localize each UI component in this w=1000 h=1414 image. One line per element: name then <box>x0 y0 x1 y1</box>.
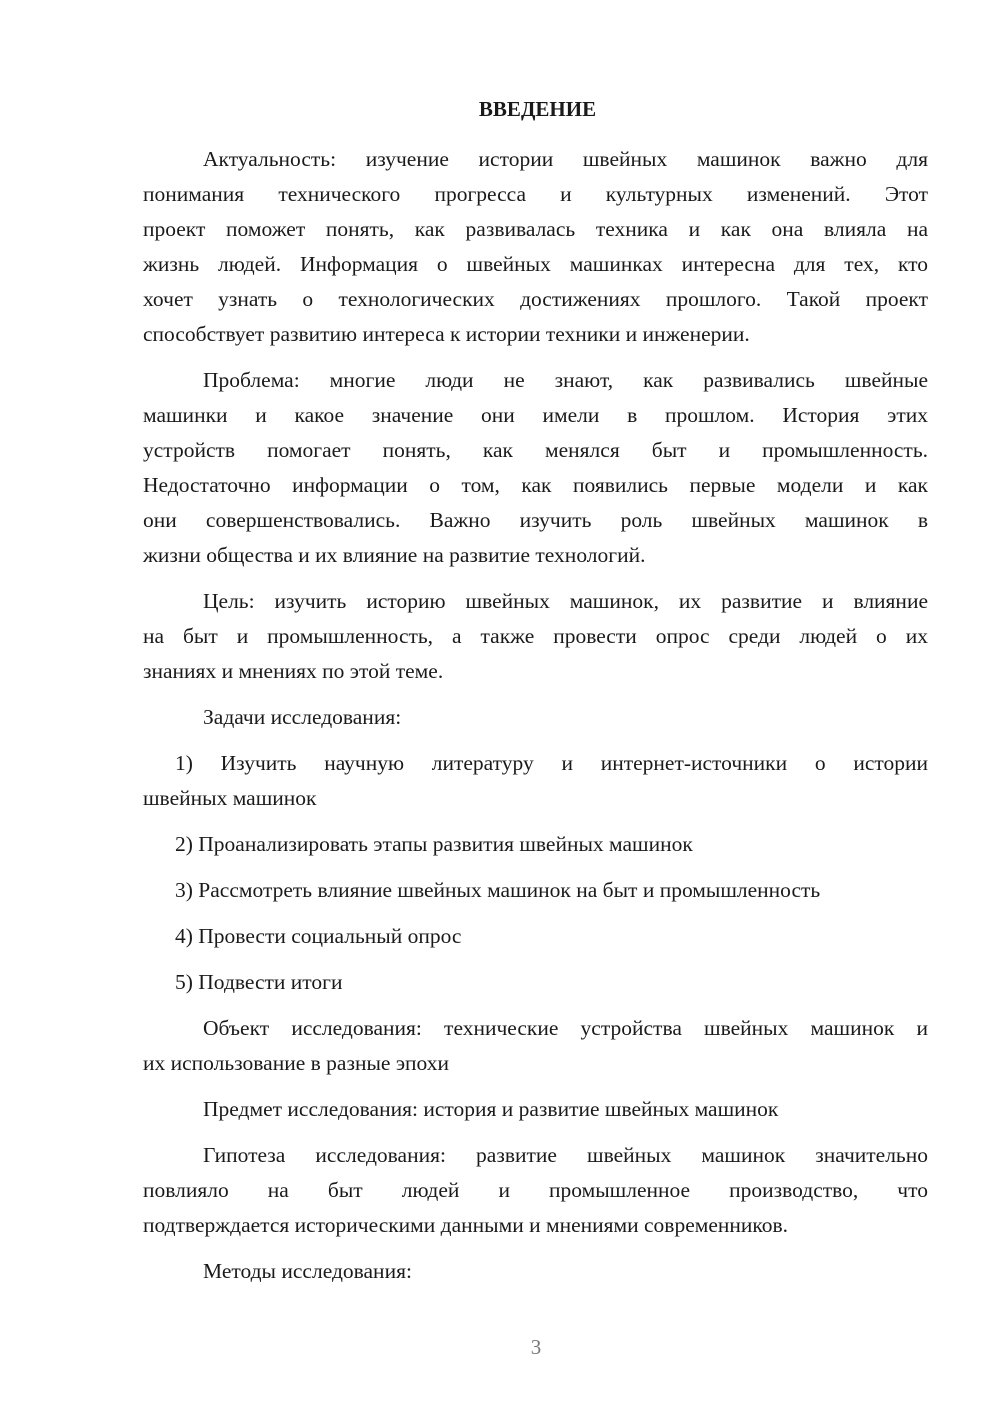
text-line: Недостаточно информации о том, как появились первые модели и как <box>143 473 928 497</box>
paragraph <box>143 1138 928 1243</box>
paragraph <box>143 1092 928 1127</box>
text-line: повлияло на быт людей и промышленное производство, что <box>143 1178 928 1202</box>
text-line: они совершенствовались. Важно изучить роль швейных машинок в <box>143 508 928 532</box>
paragraphs <box>143 142 928 1289</box>
paragraph <box>143 142 928 352</box>
text-line: Методы исследования: <box>203 1259 412 1283</box>
text-line: жизнь людей. Информация о швейных машинках интересна для тех, кто <box>143 252 928 276</box>
section-title: ВВЕДЕНИЕ <box>478 97 597 121</box>
paragraph <box>143 1011 928 1081</box>
text-line: их использование в разные эпохи <box>143 1051 450 1075</box>
text-line: 1) Изучить научную литературу и интернет-источники о истории <box>175 751 928 775</box>
text-line: устройств помогает понять, как менялся быт и промышленность. <box>143 438 928 462</box>
text-line: швейных машинок <box>143 786 317 810</box>
text-line: 3) Рассмотреть влияние швейных машинок на быт и промышленность <box>175 878 821 902</box>
text-line: понимания технического прогресса и культурных изменений. Этот <box>143 182 928 206</box>
text-line: на быт и промышленность, а также провести опрос среди людей о их <box>143 624 928 648</box>
text-line: Проблема: многие люди не знают, как развивались швейные <box>203 368 928 392</box>
text-line: Гипотеза исследования: развитие швейных машинок значительно <box>203 1143 928 1167</box>
paragraph <box>143 1254 928 1289</box>
text-line: знаниях и мнениях по этой теме. <box>143 659 444 683</box>
text-line: машинки и какое значение они имели в прошлом. История этих <box>143 403 928 427</box>
text-line: 5) Подвести итоги <box>175 970 343 994</box>
text-line: 2) Проанализировать этапы развития швейных машинок <box>175 832 693 856</box>
list-item <box>143 965 928 1000</box>
text-line: подтверждается историческими данными и мнениями современников. <box>143 1213 789 1237</box>
list-item <box>143 873 928 908</box>
document-body <box>143 92 928 1300</box>
text-line: Задачи исследования: <box>203 705 402 729</box>
text-line: Актуальность: изучение истории швейных машинок важно для <box>203 147 928 171</box>
list-item <box>143 827 928 862</box>
text-line: способствует развитию интереса к истории техники и инженерии. <box>143 322 750 346</box>
text-line: 4) Провести социальный опрос <box>175 924 462 948</box>
paragraph <box>143 584 928 689</box>
text-line: Цель: изучить историю швейных машинок, их развитие и влияние <box>203 589 928 613</box>
list-item <box>143 919 928 954</box>
paragraph <box>143 363 928 573</box>
text-line: Объект исследования: технические устройства швейных машинок и <box>203 1016 928 1040</box>
list-item <box>143 746 928 816</box>
paragraph <box>143 700 928 735</box>
page-number: 3 <box>530 1335 542 1359</box>
text-line: Предмет исследования: история и развитие швейных машинок <box>203 1097 779 1121</box>
text-line: проект поможет понять, как развивалась техника и как она влияла на <box>143 217 928 241</box>
text-line: жизни общества и их влияние на развитие технологий. <box>143 543 646 567</box>
text-line: хочет узнать о технологических достижениях прошлого. Такой проект <box>143 287 928 311</box>
